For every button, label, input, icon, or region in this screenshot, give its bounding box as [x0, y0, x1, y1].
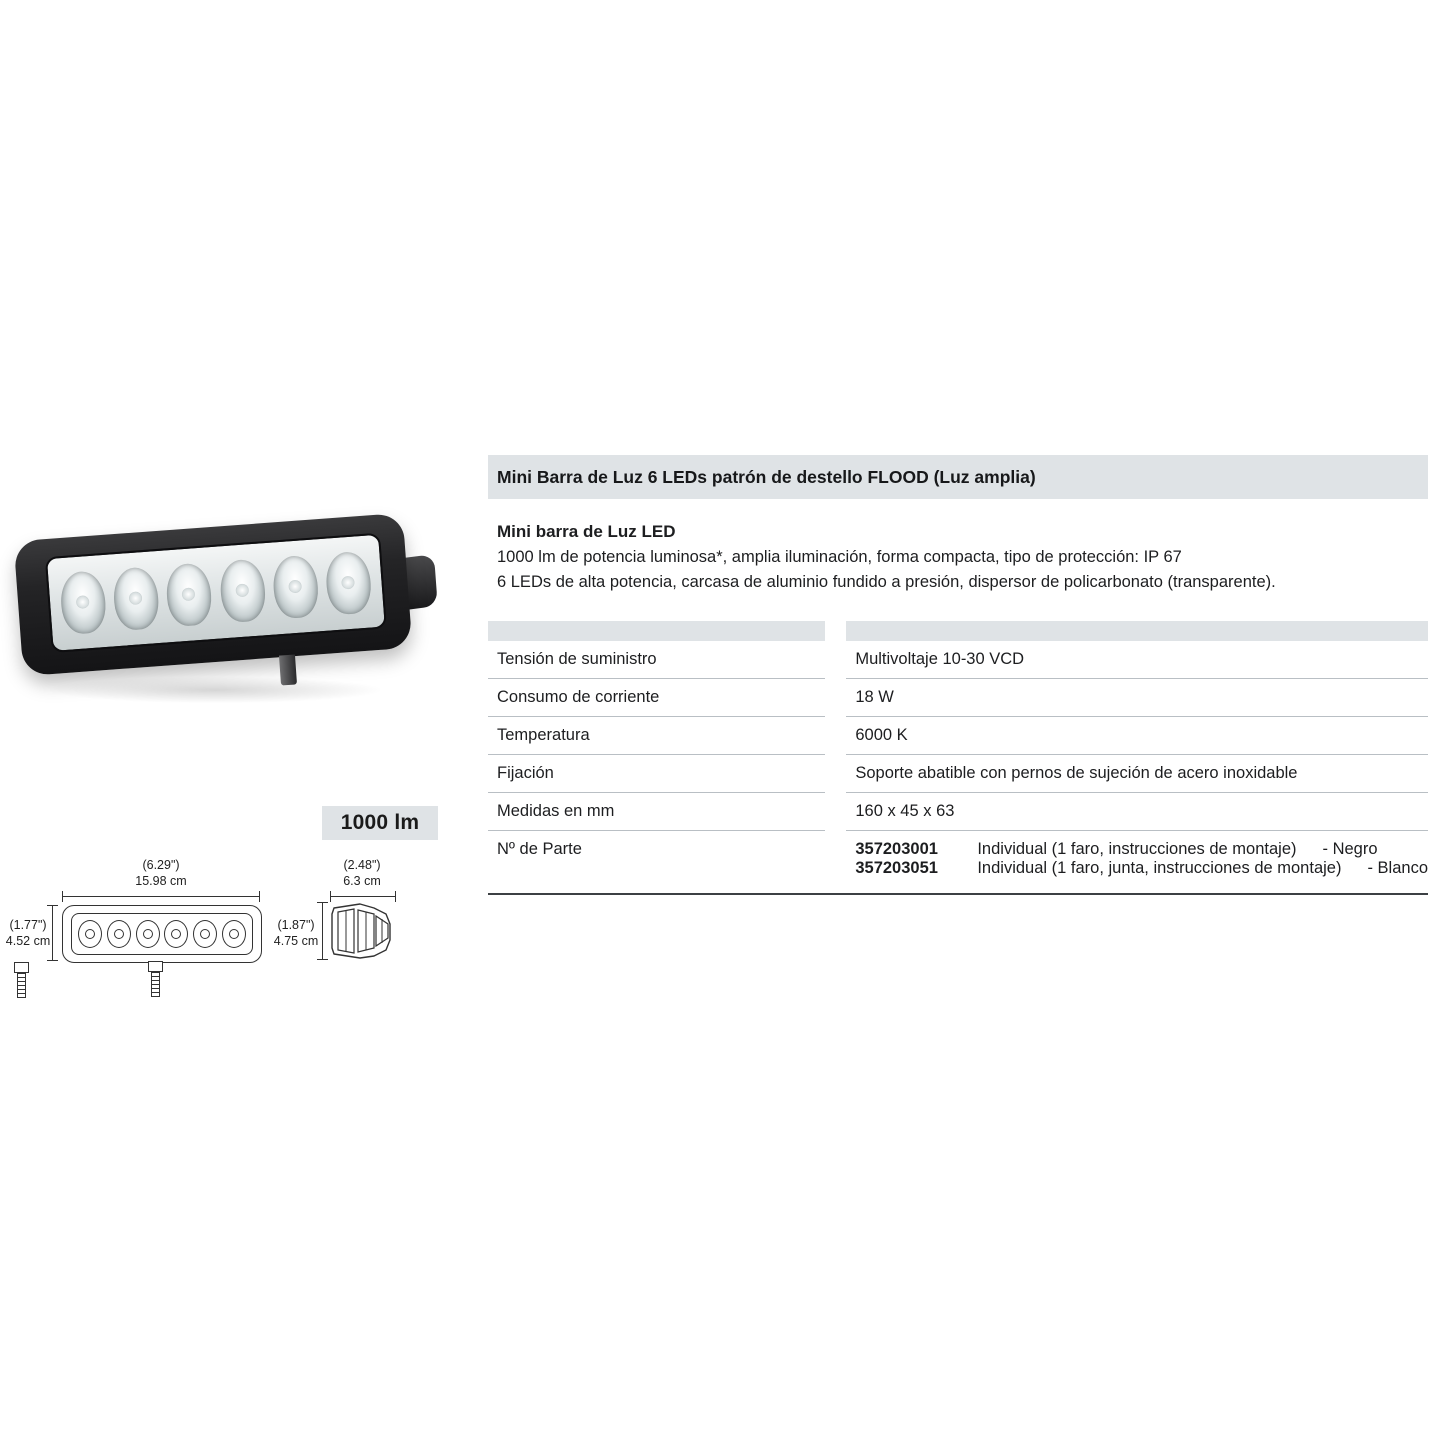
spec-gap	[825, 792, 847, 830]
spec-key: Consumo de corriente	[488, 678, 825, 716]
dimension-drawings	[0, 850, 450, 1010]
part-color: - Blanco	[1367, 858, 1428, 877]
front-view-led	[107, 920, 131, 948]
front-view-bolt	[148, 961, 161, 995]
spec-value: 160 x 45 x 63	[846, 792, 1428, 830]
spec-value: Soporte abatible con pernos de sujeción de acero inoxidable	[846, 754, 1428, 792]
table-row	[488, 678, 1428, 716]
part-number: 357203051	[855, 858, 938, 877]
header-band-gap	[825, 621, 847, 641]
side-width-cm: 6.3 cm	[343, 873, 381, 888]
spec-gap	[825, 678, 847, 716]
front-view-led	[164, 920, 188, 948]
intro-block	[488, 499, 1428, 595]
spec-key: Fijación	[488, 754, 825, 792]
spec-key: Medidas en mm	[488, 792, 825, 830]
table-bottom-rule	[488, 893, 1428, 895]
side-view-drawing	[330, 902, 400, 964]
spec-value: 18 W	[846, 678, 1428, 716]
front-view-led	[222, 920, 246, 948]
spec-gap	[825, 641, 847, 679]
intro-line-1: 1000 lm de potencia luminosa*, amplia iluminación, forma compacta, tipo de protección: IP 67	[497, 547, 1182, 566]
part-number-label: Nº de Parte	[497, 839, 582, 858]
part-number-row	[488, 830, 1428, 887]
part-description: Individual (1 faro, instrucciones de montaje)	[977, 839, 1297, 858]
spec-gap	[825, 754, 847, 792]
product-photo	[10, 505, 460, 735]
led-module	[165, 562, 213, 627]
spec-key: Tensión de suministro	[488, 641, 825, 679]
front-width-inch: (6.29")	[142, 858, 180, 872]
side-width-label	[320, 858, 404, 889]
header-band-right	[846, 621, 1428, 641]
part-line	[855, 840, 1428, 859]
front-view-led	[78, 920, 102, 948]
side-height-inch: (1.87")	[277, 918, 315, 932]
led-module	[112, 566, 160, 631]
table-row	[488, 754, 1428, 792]
led-module	[325, 550, 373, 615]
lamp-housing	[14, 513, 413, 676]
front-view-led	[193, 920, 217, 948]
side-view-outline	[330, 902, 394, 960]
side-height-cm: 4.75 cm	[273, 933, 319, 948]
spec-sheet	[488, 455, 1428, 895]
spec-title-bar	[488, 455, 1428, 499]
intro-heading: Mini barra de Luz LED	[497, 522, 676, 541]
table-row	[488, 716, 1428, 754]
part-line	[855, 859, 1428, 878]
side-view-bolt	[14, 962, 27, 996]
side-height-label	[266, 918, 326, 949]
front-width-label	[100, 858, 222, 889]
spec-gap	[825, 830, 847, 887]
mounting-bolt	[279, 654, 297, 685]
spec-table-header-row	[488, 621, 1428, 641]
spec-value: 6000 K	[846, 716, 1428, 754]
spec-title: Mini Barra de Luz 6 LEDs patrón de destello FLOOD (Luz amplia)	[497, 466, 1036, 487]
part-number-values	[846, 830, 1428, 887]
table-row	[488, 792, 1428, 830]
header-band-left	[488, 621, 825, 641]
lamp-lens	[45, 533, 387, 653]
spec-table	[488, 621, 1428, 887]
intro-line-2: 6 LEDs de alta potencia, carcasa de aluminio fundido a presión, dispersor de policarbonato (transparente).	[497, 572, 1276, 591]
lumens-badge: 1000 lm	[322, 806, 438, 840]
front-height-label	[0, 918, 56, 949]
part-number: 357203001	[855, 839, 938, 858]
part-color: - Negro	[1322, 839, 1378, 858]
side-width-inch: (2.48")	[343, 858, 381, 872]
part-description: Individual (1 faro, junta, instrucciones de montaje)	[977, 858, 1342, 877]
led-module	[218, 558, 266, 623]
spec-key: Temperatura	[488, 716, 825, 754]
front-view-led	[136, 920, 160, 948]
front-view-lens-outline	[71, 913, 253, 955]
front-height-cm: 4.52 cm	[5, 933, 51, 948]
front-height-inch: (1.77")	[9, 918, 47, 932]
table-row	[488, 641, 1428, 679]
spec-value: Multivoltaje 10-30 VCD	[846, 641, 1428, 679]
led-module	[59, 570, 107, 635]
spec-gap	[825, 716, 847, 754]
front-view-drawing	[62, 905, 262, 963]
front-width-cm: 15.98 cm	[135, 873, 187, 888]
led-module	[271, 554, 319, 619]
photo-shadow	[50, 677, 380, 703]
